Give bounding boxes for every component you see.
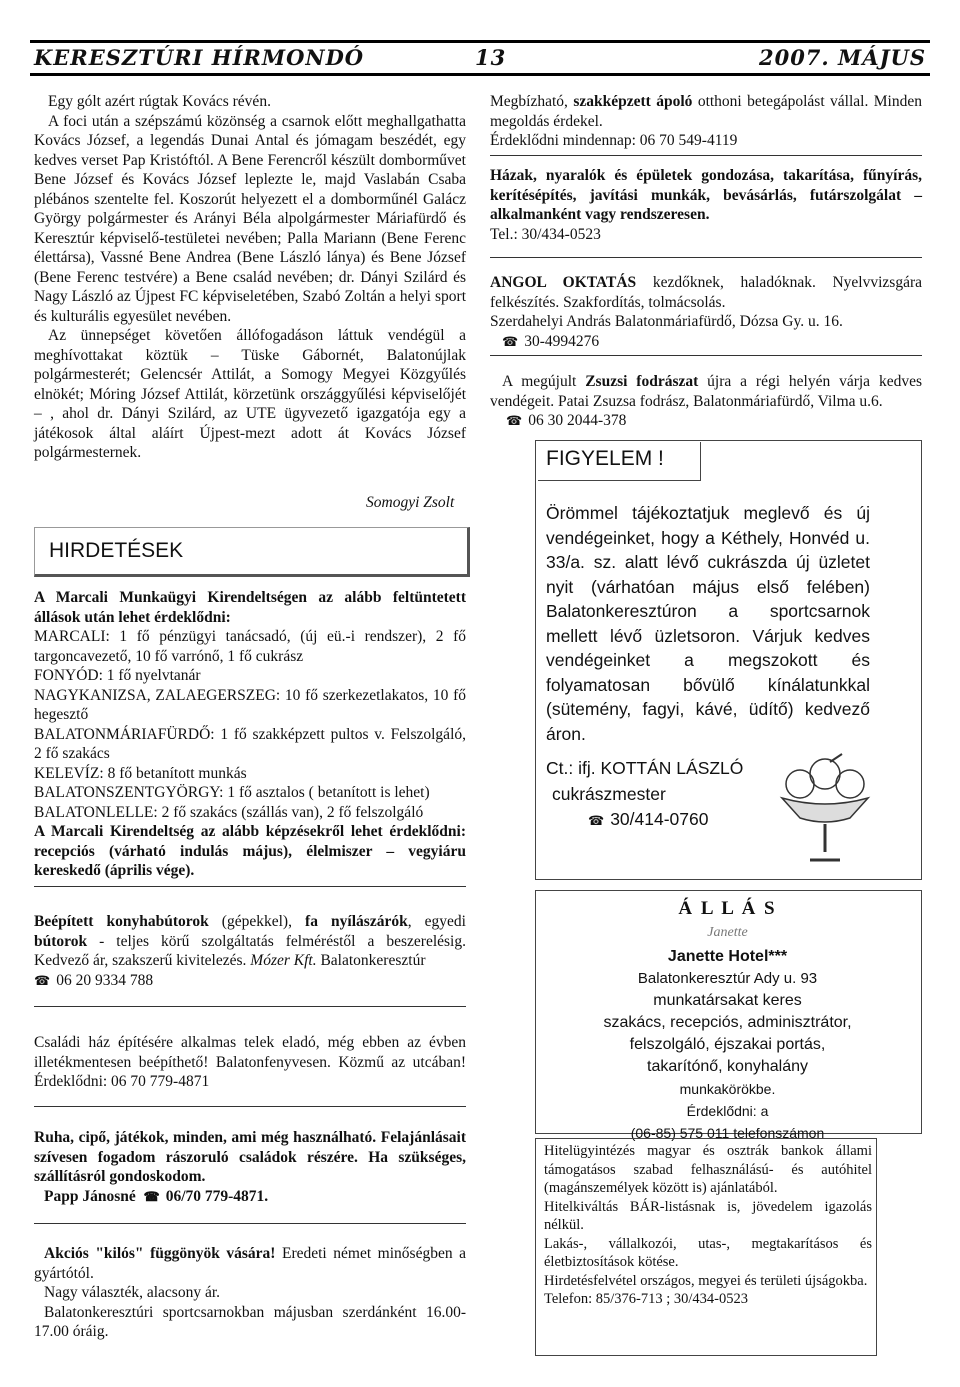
ad-text: Hitelügyintézés magyar és osztrák bankok állami támogatásos szabad felhasználású- és autóhitel (magánszemélyek között is) ajánlatából. [544, 1143, 872, 1196]
ad-text: Balatonkeresztúri sportcsarnokban májusban szerdánként 16.00-17.00 óráig. [34, 1303, 466, 1340]
job-line: BALATONLELLE: 2 fő szakács (szállás van), 2 fő felszolgáló [34, 803, 424, 821]
contact-name: Papp Jánosné [44, 1187, 136, 1205]
divider [34, 1106, 466, 1107]
divider [490, 257, 922, 258]
allas-line: Érdeklődni: a [686, 1103, 769, 1119]
phone-number: 06 20 9334 788 [56, 971, 154, 989]
ad-text: Érdeklődni mindennap: 06 70 549-4119 [490, 132, 738, 149]
divider [34, 1006, 466, 1007]
ad-text: (gépekkel), [208, 913, 306, 930]
phone-icon: ☎ [588, 813, 605, 828]
job-outro: A Marcali Kirendeltség az alább képzésekről lehet érdeklődni: recepciós (várható indulás május), élelmiszer – vegyiáru kereskedő (április vége). [34, 823, 466, 879]
phone-icon: ☎ [506, 413, 523, 428]
phone-number: 30-4994276 [524, 332, 600, 350]
job-line: BALATONMÁRIAFÜRDŐ: 1 fő szakképzett pultos v. Felszolgáló, 2 fő szakács [34, 725, 466, 762]
phone-number: 30/414-0760 [610, 809, 709, 829]
phone-number: 06/70 779-4871. [165, 1187, 269, 1205]
phone-icon: ☎ [34, 972, 51, 988]
ad-text: Hirdetésfelvétel országos, megyei és területi újságokba. [544, 1272, 868, 1289]
ad-bold-text: ANGOL OKTATÁS [490, 274, 637, 291]
ad-telek [34, 1033, 466, 1092]
article-paragraph: Egy gólt azért rúgtak Kovács révén. [48, 93, 271, 110]
ad-text: Szerdahelyi András Balatonmáriafürdő, Dózsa Gy. u. 16. [490, 313, 843, 330]
ad-bold-text: szakképzett ápoló [573, 93, 693, 110]
section-title: HIRDETÉSEK [49, 539, 184, 562]
job-line: FONYÓD: 1 fő nyelvtanár [34, 667, 201, 684]
divider [490, 155, 922, 156]
ad-hazak [490, 166, 922, 244]
job-line: BALATONSZENTGYÖRGY: 1 fő asztalos ( betanított is lehet) [34, 784, 430, 801]
job-line: NAGYKANIZSA, ZALAEGERSZEG: 10 fő szerkezetlakatos, 10 fő hegesztő [34, 686, 466, 723]
ad-text: Balatonkeresztúr [316, 952, 426, 969]
ad-bold-text: Beépített konyhabútorok [34, 913, 209, 930]
ad-hitel [544, 1142, 872, 1309]
ad-text: , egyedi [407, 913, 466, 930]
allas-body [535, 946, 920, 1144]
ad-text: otthoni betegápolást vállal. Minden megoldás érdekel. [490, 93, 922, 130]
ad-text: Megbízható, [490, 93, 574, 110]
allas-line: munkakörökbe. [679, 1081, 776, 1097]
job-listings [34, 588, 466, 881]
ad-bold-text: Zsuzsi fodrászat [585, 373, 699, 390]
ad-text: Eredeti német minőségben a gyártótól. [34, 1245, 466, 1282]
allas-line: munkatársakat keres [653, 992, 802, 1009]
allas-line: szakács, recepciós, adminisztrátor, [603, 1014, 852, 1031]
figyelem-title: FIGYELEM ! [546, 447, 664, 470]
figyelem-phone [588, 809, 709, 830]
ad-apolo [490, 92, 922, 151]
job-line: KELEVÍZ: 8 fő betanított munkás [34, 764, 247, 782]
article-body [34, 92, 466, 463]
hotel-address: Balatonkeresztúr Ady u. 93 [637, 970, 818, 987]
divider [34, 886, 466, 887]
ad-text: Családi ház építésére alkalmas telek eladó, még ebben az évben illetékmentesen beépíthető! Balatonfenyvesen. Közmű az utcában! Érdeklődni: 06 70 779-4871 [34, 1034, 466, 1090]
ad-bold-text: fa nyílászárók [305, 913, 408, 930]
contact-name: Ct.: ifj. KOTTÁN LÁSZLÓ [546, 758, 744, 778]
ad-bold-text: Akciós "kilós" függönyök vására! [44, 1245, 276, 1262]
ad-text: Ruha, cipő, játékok, minden, ami még használható. Felajánlásait szívesen fogadom rászoruló családok részére. Ha szükséges, szállításról gondoskodom. [34, 1129, 466, 1185]
ad-text: Nagy választék, alacsony ár. [44, 1284, 221, 1301]
allas-line: (06-85) 575 011 telefonszámon [630, 1125, 825, 1141]
section-title-box [34, 527, 470, 577]
divider [490, 355, 922, 356]
ad-konyhabutor [34, 912, 466, 990]
issue-date: 2007. MÁJUS [758, 45, 926, 70]
allas-line: felszolgáló, éjszakai portás, [629, 1036, 826, 1053]
phone-number: Tel.: 30/434-0523 [490, 225, 601, 243]
ad-fodraszat [490, 372, 922, 431]
divider [34, 1223, 466, 1224]
figyelem-title-box [538, 442, 701, 481]
article-author: Somogyi Zsolt [366, 494, 455, 511]
phone-number: 06 30 2044-378 [528, 412, 627, 429]
ice-cream-cup-icon [770, 752, 880, 867]
contact-role: cukrászmester [552, 784, 666, 804]
ad-text: újra a régi helyén várja kedves vendégeit. Patai Zsuzsa fodrász, Balatonmáriafürdő, Vilma u.6. [490, 373, 922, 410]
article-paragraph: Az ünnepséget követően állófogadáson láttuk vendégül a meghívottakat köztük – Tüske Gábornét, Balatonújlak polgármesterét; Gelencsér Attilát, a Somogy Megyei Közgyűlés elnökét; Móring József Attilát, körzetünk országgyűlési képviselőjét – , ahol dr. Dányi Szilárd, az UTE ügyvezető igazgatója egy a játékosok által aláírt Újpest-mezt adott át Kovács József polgármesternek. [34, 327, 466, 461]
page-header [30, 40, 930, 76]
ad-ruha [34, 1128, 466, 1206]
phone-number: Telefon: 85/376-713 ; 30/434-0523 [544, 1291, 748, 1307]
ad-text: Lakás-, vállalkozói, utas-, megtakarításos és életbiztosítások kötése. [544, 1235, 872, 1270]
job-line: MARCALI: 1 fő pénzügyi tanácsadó, (új eü.-i rendszer), 2 fő targoncavezető, 10 fő varrónő, 1 fő cukrász [34, 628, 466, 665]
job-intro: A Marcali Munkaügyi Kirendeltségen az alább feltüntetett állások után lehet érdeklődni: [34, 589, 466, 626]
allas-line: takarítónő, konyhalány [647, 1058, 808, 1075]
ad-fuggony [34, 1244, 466, 1342]
ad-text: Házak, nyaralók és épületek gondozása, takarítása, fűnyírás, kerítésépítés, javítási munkák, bevásárlás, futárszolgálat – alkalmanként vagy rendszeresen. [490, 167, 922, 223]
ad-angol [490, 273, 922, 351]
figyelem-text: Örömmel tájékoztatjuk meglevő és új vendégeinket, hogy a Kéthely, Honvéd u. 33/a. sz. alatt lévő cukrászda új üzletet nyit (várhatóan május első felében) Balatonkeresztúron a sportcsarnok mellett lévő üzletsoron. Várjuk kedves vendégeinket a megszokott és folyamatosan bővülő kínálatunkkal (sütemény, fagyi, kávé, üdítő) kedvező áron. [546, 503, 870, 744]
article-paragraph: A foci után a szépszámú közönség a csarnok előtt meghallgathatta Kovács József, a legendás Dunai Antal és jómagam beszédét, egy kedves verset Pap Kristóftól. A Bene Ferencről készült domborművet Bene József és Kovács József leplezte le, majd Vaslabán Csaba plébános szentelte fel. Koszorút helyezett el a domborműnél Galácz György polgármester és Arányi Béla alpolgármester Máriafürdő és Keresztúr képviselő-testületei nevében; Palla Mariann (Bene Ferenc élettársa), Vassné Bene Andrea (Bene László lánya) és Bene József (Bene Ferenc testvére) a Bene család nevében; dr. Dányi Szilárd és Nagy László az Újpest FC képviseletében, Szabó Zoltán a helyi sport és kulturális egyesület nevében. [34, 112, 466, 325]
hotel-name: Janette Hotel*** [667, 948, 788, 965]
ad-text: A megújult [502, 373, 586, 390]
hotel-logo: Janette [707, 925, 748, 940]
phone-icon: ☎ [143, 1188, 160, 1204]
ad-text: kezdőknek, haladóknak. Nyelvvizsgára felkészítés. Szakfordítás, tolmácsolás. [490, 274, 923, 311]
allas-title: Á L L Á S [678, 898, 777, 919]
phone-icon: ☎ [502, 333, 519, 349]
newspaper-title: KERESZTÚRI HÍRMONDÓ [34, 45, 365, 70]
ad-text: Hitelkiváltás BÁR-listásnak is, jövedelem igazolás nélkül. [544, 1198, 872, 1233]
page-number: 13 [475, 45, 507, 70]
ad-text: - teljes körű szolgáltatás felméréstől a beszerelésig. Kedvező ár, szakszerű kivitelezés. [34, 932, 466, 969]
company-name: Mózer Kft. [250, 952, 317, 969]
ad-bold-text: bútorok [34, 932, 88, 950]
